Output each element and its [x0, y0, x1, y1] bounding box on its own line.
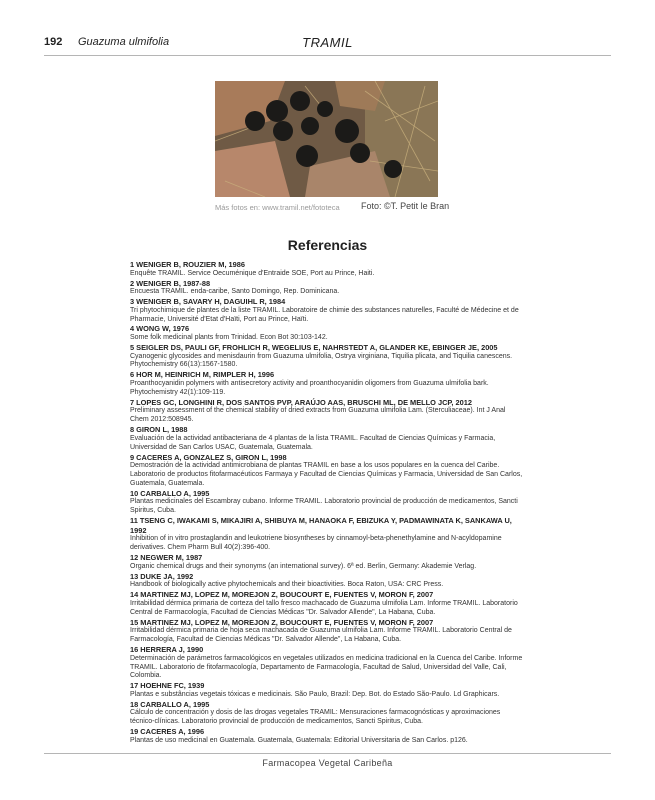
reference-body: Organic chemical drugs and their synonyms (an international survey). 6ª ed. Berlin, Germany: Akademie Verlag. — [130, 562, 477, 570]
reference-heading: 11 TSENG C, IWAKAMI S, MIKAJIRI A, SHIBUYA M, HANAOKA F, EBIZUKA Y, PADMAWINATA K, SANKAWA U, 1992 — [130, 516, 512, 535]
reference-heading: 10 CARBALLO A, 1995 — [130, 488, 210, 498]
reference-body: Handbook of biologically active phytochemicals and their bioactivities. Boca Raton, USA: CRC Press. — [130, 581, 444, 589]
reference-heading: 3 WENIGER B, SAVARY H, DAGUIHL R, 1984 — [130, 297, 286, 306]
reference-body: Plantas medicinales del Escambray cubano. Informe TRAMIL. Laboratorio provincial de producción de medicamentos, Sancti Spiritus, Cuba. — [130, 498, 518, 515]
reference-body: Irritabilidad dérmica primaria de corteza del tallo fresco machacado de Guazuma ulmifolia Lam. Informe TRAMIL. Laboratorio Central de Farmacología, Facultad de Ciencias Médicas "Dr. Salvador Allende", La Habana, Cuba. — [130, 599, 518, 616]
reference-heading: 15 MARTINEZ MJ, LOPEZ M, MOREJON Z, BOUCOURT E, FUENTES V, MORON F, 2007 — [130, 617, 434, 627]
footer-divider — [44, 753, 611, 754]
page-footer: Farmacopea Vegetal Caribeña — [262, 758, 393, 768]
reference-body: Preliminary assessment of the chemical stability of dried extracts from Guazuma ulmifolia Lam. (Sterculiaceae). Int J Anal Chem 2012:508945. — [130, 407, 506, 424]
reference-body: Some folk medicinal plants from Trinidad. Econ Bot 30:103-142. — [130, 334, 328, 341]
reference-heading: 9 CACERES A, GONZALEZ S, GIRON L, 1998 — [130, 452, 287, 462]
plant-photo — [215, 81, 438, 197]
reference-heading: 5 SEIGLER DS, PAULI GF, FROHLICH R, WEGELIUS E, NAHRSTEDT A, GLANDER KE, EBINGER JE, 2005 — [130, 342, 498, 352]
reference-heading: 12 NEGWER M, 1987 — [130, 553, 203, 563]
reference-heading: 1 WENIGER B, ROUZIER M, 1986 — [130, 260, 245, 269]
reference-body: Tri phytochimique de plantes de la liste TRAMIL. Laboratoire de chimie des substances naturelles, Faculté de Médecine et de Pharmacie, Université d'Etat d'Haïti, Port au Prince, Haïti. — [130, 306, 519, 323]
reference-body: Cálculo de concentración y dosis de las drogas vegetales TRAMIL: Mensuraciones farmacognósticas y aproximaciones técnico-clínicas. Laboratorio provincial de producción de medicamentos, Sancti Spiritus, Cuba. — [130, 709, 501, 726]
more-photos-caption: Más fotos en: www.tramil.net/fototeca — [215, 203, 340, 212]
section-title: Referencias — [287, 237, 368, 253]
reference-heading: 14 MARTINEZ MJ, LOPEZ M, MOREJON Z, BOUCOURT E, FUENTES V, MORON F, 2007 — [130, 590, 434, 600]
photo-credit: Foto: ©T. Petit le Bran — [361, 201, 450, 211]
reference-body: Inhibition of in vitro prostaglandin and leukotriene biosyntheses by cinnamoyl-beta-phenethylamine and N-acyldopamine derivatives. Chem Pharm Bull 40(2):396-400. — [130, 535, 502, 552]
reference-body: Demostración de la actividad antimicrobiana de plantas TRAMIL en base a los usos populares en la cuenca del Caribe. Laboratorio de productos fitofarmacéuticos Farmaya y Facultad de Ciencias Químicas y Farmacia, Universidad de San Carlos, Guatemala, Guatemala. — [130, 462, 523, 487]
reference-body: Encuesta TRAMIL. enda-caribe, Santo Domingo, Rep. Dominicana. — [130, 288, 340, 296]
reference-body: Determinación de parámetros farmacológicos en vegetales utilizados en medicina tradicional en la Cuenca del Caribe. Informe TRAMIL. Laboratorio de fitofarmacología, Departamento de Farmacología, Facultad de Salud, Universidad del Valle, Cali, Colombia. — [130, 654, 523, 680]
reference-heading: 17 HOEHNE FC, 1939 — [130, 681, 205, 691]
reference-body: Proanthocyanidin polymers with antisecretory activity and proanthocyanidin oligomers from Guazuma ulmifolia bark. Phytochemistry 42(1):109-119. — [130, 379, 489, 396]
reference-body: Cyanogenic glycosides and menisdaurin from Guazuma ulmifolia, Ostrya virginiana, Tiquilia plicata, and Tiquilia canescens. Phytochemistry 66(13):1567-1580. — [130, 352, 513, 369]
reference-heading: 19 CACERES A, 1996 — [130, 727, 205, 737]
reference-body: Plantas de uso medicinal en Guatemala. Guatemala, Guatemala: Editorial Universitaria de San Carlos. p126. — [130, 736, 468, 744]
reference-heading: 7 LOPES GC, LONGHINI R, DOS SANTOS PVP, ARAÚJO AAS, BRUSCHI ML, DE MELLO JCP, 2012 — [130, 397, 472, 407]
species-name: Guazuma ulmifolia — [78, 36, 170, 48]
reference-heading: 8 GIRON L, 1988 — [130, 425, 188, 435]
fruit-photo-image — [215, 81, 438, 197]
reference-body: Irritabilidad dérmica primaria de hoja seca machacada de Guazuma ulmifolia Lam. Informe TRAMIL. Laboratorio Central de Farmacología, Facultad de Ciencias Médicas "Dr. Salvador Allende", La Habana, Cuba. — [130, 627, 512, 644]
reference-heading: 2 WENIGER B, 1987-88 — [130, 278, 211, 288]
reference-heading: 6 HOR M, HEINRICH M, RIMPLER H, 1996 — [130, 370, 275, 380]
page-header — [44, 33, 611, 56]
reference-body: Enquête TRAMIL. Service Oecuménique d'Entraide SOE, Port au Prince, Haiti. — [130, 269, 375, 277]
reference-body: Plantas e substâncias vegetais tóxicas e medicinais. São Paulo, Brazil: Dep. Bot. do Estado São-Paulo. Ld Graphicars. — [130, 690, 500, 698]
references-list — [130, 260, 526, 746]
reference-heading: 4 WONG W, 1976 — [130, 324, 190, 334]
running-title: TRAMIL — [302, 35, 353, 50]
reference-heading: 16 HERRERA J, 1990 — [130, 645, 204, 655]
reference-body: Evaluación de la actividad antibacteriana de 4 plantas de la lista TRAMIL. Facultad de Ciencias Químicas y Farmacia, Universidad de San Carlos USAC, Guatemala, Guatemala. — [130, 434, 496, 451]
page-number: 192 — [44, 36, 63, 48]
reference-heading: 13 DUKE JA, 1992 — [130, 571, 194, 581]
reference-heading: 18 CARBALLO A, 1995 — [130, 699, 210, 709]
